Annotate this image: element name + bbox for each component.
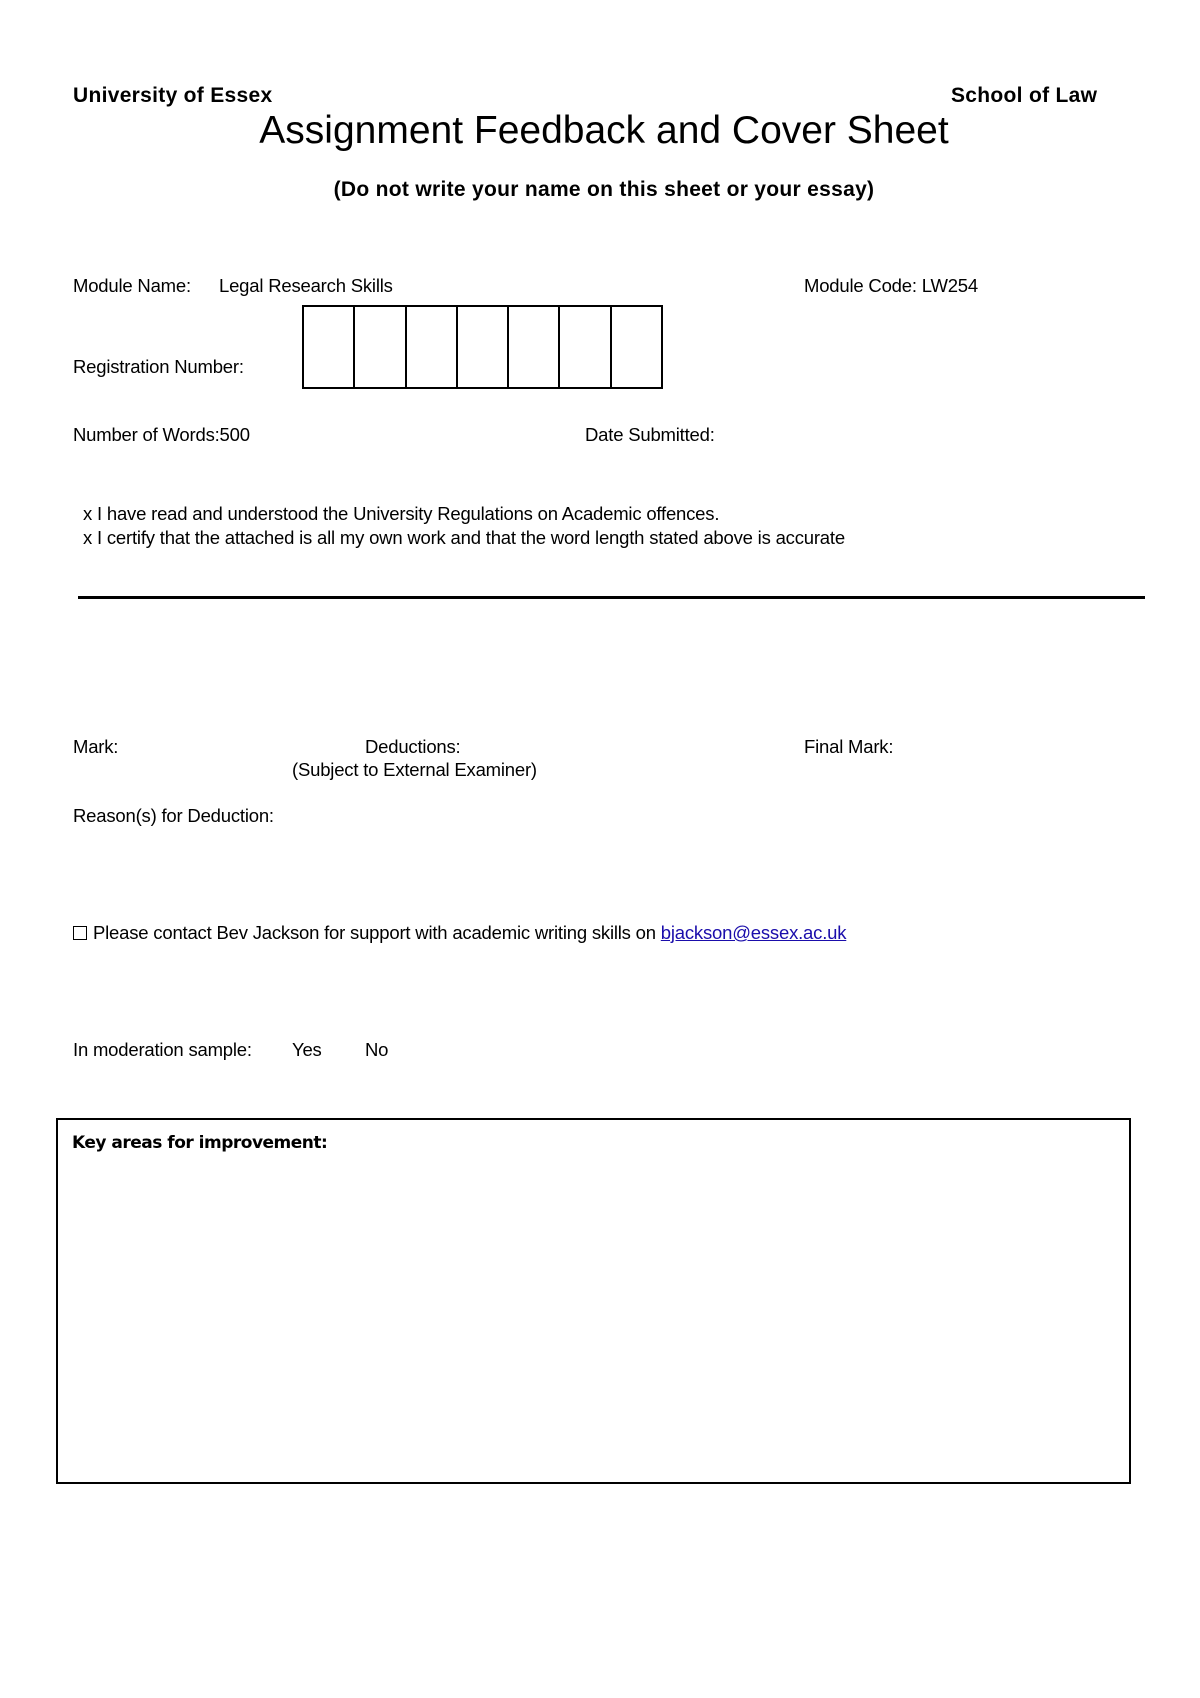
declaration-regulations: x I have read and understood the University Regulations on Academic offences. <box>83 503 720 524</box>
registration-digit-box[interactable] <box>407 307 458 387</box>
moderation-yes-option[interactable]: Yes <box>292 1039 322 1060</box>
support-contact-text: Please contact Bev Jackson for support with academic writing skills on <box>93 922 661 943</box>
registration-digit-box[interactable] <box>458 307 509 387</box>
word-count-label: Number of Words:500 <box>73 424 250 445</box>
registration-digit-box[interactable] <box>509 307 560 387</box>
page-subtitle: (Do not write your name on this sheet or your essay) <box>333 178 875 201</box>
support-contact-line <box>73 922 846 944</box>
section-divider <box>78 596 1145 599</box>
mark-label: Mark: <box>73 736 119 757</box>
improvement-box[interactable] <box>56 1118 1131 1484</box>
school-name: School of Law <box>951 84 1098 107</box>
registration-number-label: Registration Number: <box>73 356 244 377</box>
final-mark-label: Final Mark: <box>804 736 894 757</box>
declaration-own-work: x I certify that the attached is all my own work and that the word length stated above is accurate <box>83 527 845 548</box>
deductions-label: Deductions: <box>365 736 461 757</box>
deduction-reasons-label: Reason(s) for Deduction: <box>73 805 274 826</box>
moderation-no-option[interactable]: No <box>365 1039 389 1060</box>
module-name-label: Module Name: <box>73 275 191 296</box>
registration-number-boxes[interactable] <box>302 305 663 389</box>
improvement-label: Key areas for improvement: <box>72 1133 328 1153</box>
module-name-value: Legal Research Skills <box>219 275 393 296</box>
registration-digit-box[interactable] <box>612 307 661 387</box>
registration-digit-box[interactable] <box>304 307 355 387</box>
registration-digit-box[interactable] <box>560 307 611 387</box>
support-email-link[interactable]: bjackson@essex.ac.uk <box>660 922 847 943</box>
moderation-label: In moderation sample: <box>73 1039 252 1060</box>
deductions-note: (Subject to External Examiner) <box>292 759 537 780</box>
date-submitted-label: Date Submitted: <box>585 424 715 445</box>
institution-name: University of Essex <box>73 84 273 107</box>
page-title: Assignment Feedback and Cover Sheet <box>259 109 949 152</box>
support-checkbox[interactable] <box>73 926 87 940</box>
module-code-label: Module Code: LW254 <box>804 275 978 296</box>
registration-digit-box[interactable] <box>355 307 406 387</box>
